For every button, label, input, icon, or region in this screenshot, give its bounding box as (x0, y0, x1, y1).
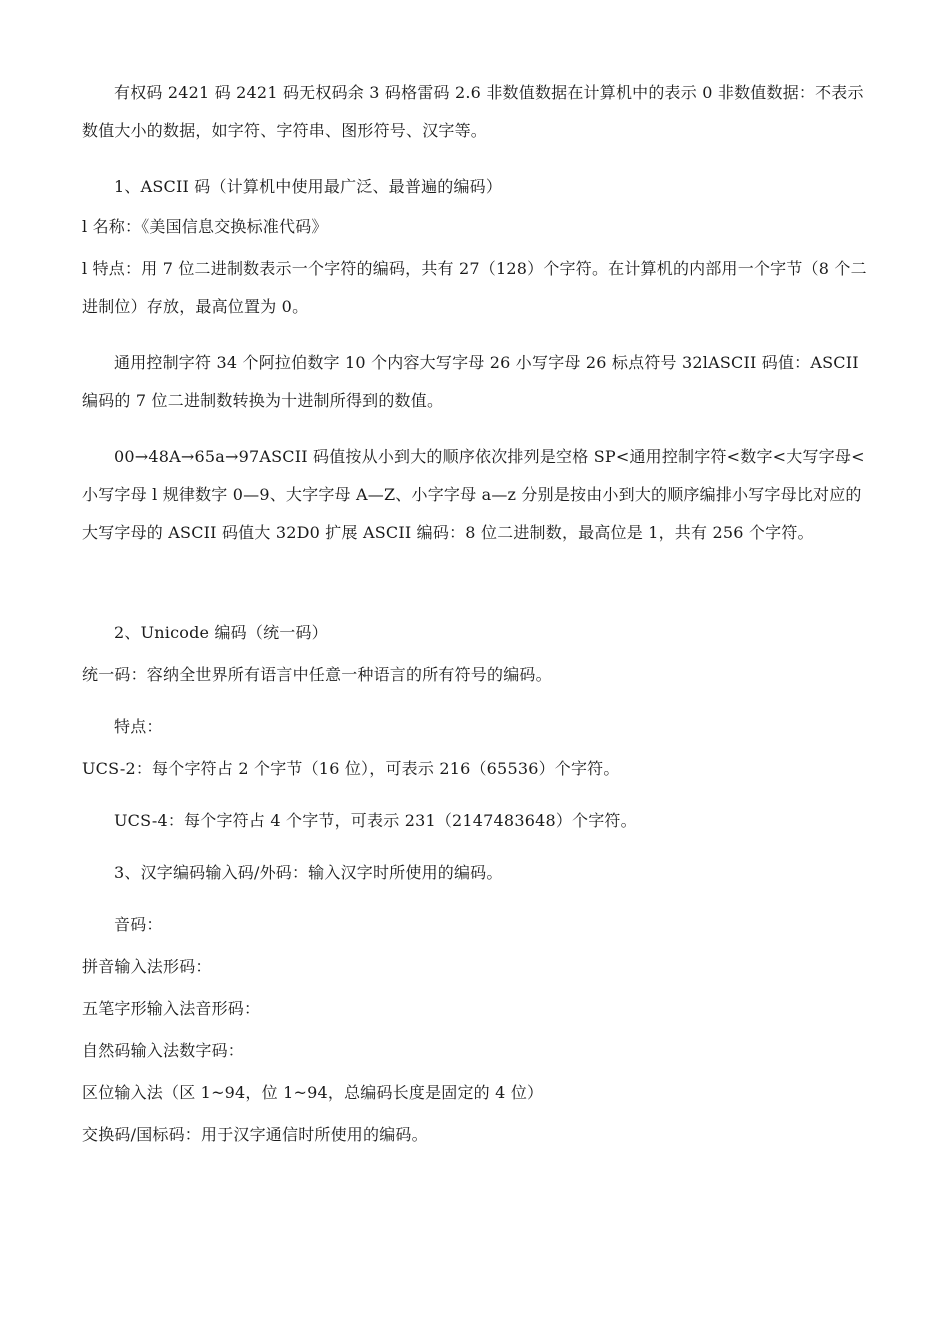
paragraph-intro-non-numeric-data: 有权码 2421 码 2421 码无权码余 3 码格雷码 2.6 非数值数据在计算机中的表示 0 非数值数据：不表示数值大小的数据，如字符、字符串、图形符号、汉字等。 (82, 83, 864, 140)
wubi-input-label: 五笔字形输入法音形码： (82, 999, 261, 1018)
pinyin-input-label: 拼音输入法形码： (82, 957, 212, 976)
ucs2-description: UCS-2：每个字符占 2 个字节（16 位），可表示 216（65536）个字符。 (82, 759, 620, 778)
heading-ascii-code: 1、ASCII 码（计算机中使用最广泛、最普遍的编码） (114, 177, 503, 196)
quwei-input-label: 区位输入法（区 1~94，位 1~94，总编码长度是固定的 4 位） (82, 1083, 544, 1102)
unicode-definition: 统一码：容纳全世界所有语言中任意一种语言的所有符号的编码。 (82, 665, 552, 684)
paragraph-ascii-character-counts: 通用控制字符 34 个阿拉伯数字 10 个内容大写字母 26 小写字母 26 标点符号 32lASCII 码值：ASCII 编码的 7 位二进制数转换为十进制所得到的数值。 (82, 353, 865, 410)
paragraph-ascii-order-rules: 00→48A→65a→97ASCII 码值按从小到大的顺序依次排列是空格 SP<通用控制字符<数字<大写字母<小写字母 l 规律数字 0—9、大字字母 A—Z、小字字母 a—z 分别是按由小到大的顺序编排小写字母比对应的大写字母的 ASCII 码值大 32D0 扩展 ASCII 编码：8 位二进制数，最高位是 1，共有 256 个字符。 (82, 447, 865, 542)
unicode-features-label: 特点： (114, 717, 163, 736)
exchange-code-label: 交换码/国标码：用于汉字通信时所使用的编码。 (82, 1125, 428, 1144)
ziranma-input-label: 自然码输入法数字码： (82, 1041, 245, 1060)
heading-chinese-encoding: 3、汉字编码输入码/外码：输入汉字时所使用的编码。 (114, 863, 503, 882)
ucs4-description: UCS-4：每个字符占 4 个字节，可表示 231（2147483648）个字符。 (114, 811, 637, 830)
sound-code-label: 音码： (114, 915, 163, 934)
heading-unicode: 2、Unicode 编码（统一码） (114, 623, 328, 642)
ascii-name-item: l 名称：《美国信息交换标准代码》 (82, 217, 328, 236)
ascii-features-item: l 特点：用 7 位二进制数表示一个字符的编码，共有 27（128）个字符。在计算机的内部用一个字节（8 个二进制位）存放，最高位置为 0。 (82, 259, 867, 316)
